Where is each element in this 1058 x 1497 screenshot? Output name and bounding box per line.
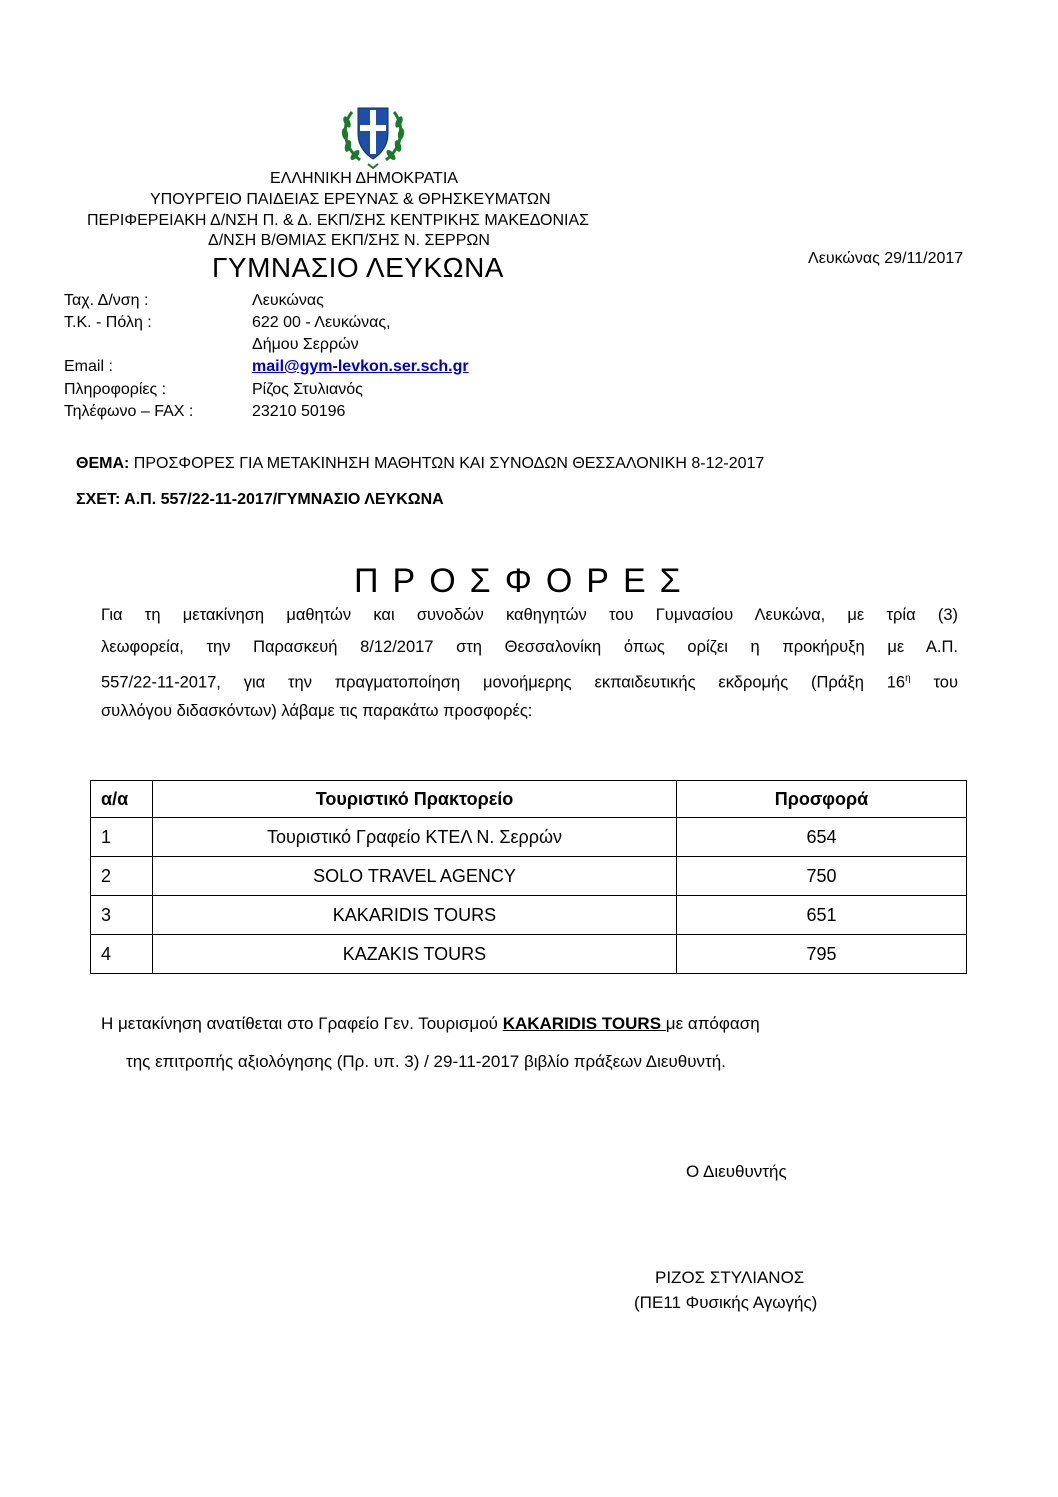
intro-line-3-text: 557/22-11-2017, για την πραγματοποίηση μονοήμερης εκπαιδευτικής εκδρομής (Πράξη 16 bbox=[101, 673, 906, 692]
phone-value: 23210 50196 bbox=[252, 403, 346, 420]
info-label: Πληροφορίες : bbox=[64, 381, 167, 398]
row-number: 1 bbox=[91, 818, 153, 857]
row-number: 3 bbox=[91, 896, 153, 935]
subject-label: ΘΕΜΑ: bbox=[76, 455, 130, 472]
email-label: Email : bbox=[64, 358, 113, 375]
address-row bbox=[0, 292, 600, 312]
subject-line bbox=[76, 455, 764, 473]
table-header-row bbox=[91, 781, 967, 818]
reference-line bbox=[76, 491, 444, 509]
row-offer: 651 bbox=[677, 896, 967, 935]
row-number: 4 bbox=[91, 935, 153, 974]
postal-value-municipality: Δήμου Σερρών bbox=[252, 336, 359, 353]
table-row bbox=[91, 857, 967, 896]
intro-superscript: η bbox=[905, 673, 911, 684]
header-directorate: Δ/ΝΣΗ Β/ΘΜΙΑΣ ΕΚΠ/ΣΗΣ Ν. ΣΕΡΡΩΝ bbox=[208, 232, 490, 249]
decision-line-2: της επιτροπής αξιολόγησης (Πρ. υπ. 3) / 29-11-2017 βιβλίο πράξεων Διευθυντή. bbox=[126, 1052, 726, 1071]
table-row bbox=[91, 818, 967, 857]
postal-label: Τ.Κ. - Πόλη : bbox=[64, 314, 152, 331]
decision-post: με απόφαση bbox=[665, 1014, 760, 1033]
row-agency: KAZAKIS TOURS bbox=[153, 935, 677, 974]
row-agency: Τουριστικό Γραφείο ΚΤΕΛ Ν. Σερρών bbox=[153, 818, 677, 857]
phone-row bbox=[0, 403, 600, 423]
decision-pre: Η μετακίνηση ανατίθεται στο Γραφείο Γεν. Τουρισμού bbox=[101, 1014, 503, 1033]
signature-role: Ο Διευθυντής bbox=[686, 1162, 787, 1181]
reference-text: ΣΧΕΤ: Α.Π. 557/22-11-2017/ΓΥΜΝΑΣΙΟ ΛΕΥΚΩΝΑ bbox=[76, 491, 444, 508]
school-name: ΓΥΜΝΑΣΙΟ ΛΕΥΚΩΝΑ bbox=[212, 252, 504, 283]
offers-table bbox=[90, 780, 967, 974]
row-agency: SOLO TRAVEL AGENCY bbox=[153, 857, 677, 896]
column-header-offer: Προσφορά bbox=[677, 781, 967, 818]
row-offer: 795 bbox=[677, 935, 967, 974]
row-offer: 654 bbox=[677, 818, 967, 857]
table-row bbox=[91, 896, 967, 935]
intro-paragraph bbox=[101, 599, 958, 727]
decision-line-1 bbox=[101, 1014, 760, 1034]
selected-agency: KAKARIDIS TOURS bbox=[502, 1014, 666, 1033]
municipality-row bbox=[0, 336, 600, 356]
document-date: Λευκώνας 29/11/2017 bbox=[808, 250, 964, 267]
email-link[interactable]: mail@gym-levkon.ser.sch.gr bbox=[252, 358, 469, 375]
signature-name: ΡΙΖΟΣ ΣΤΥΛΙΑΝΟΣ bbox=[655, 1268, 805, 1287]
intro-line-2: λεωφορεία, την Παρασκευή 8/12/2017 στη Θεσσαλονίκη όπως ορίζει η προκήρυξη με Α.Π. bbox=[101, 638, 958, 656]
header-country: ΕΛΛΗΝΙΚΗ ΔΗΜΟΚΡΑΤΙΑ bbox=[270, 170, 458, 187]
row-offer: 750 bbox=[677, 857, 967, 896]
address-value: Λευκώνας bbox=[252, 292, 324, 309]
postal-value: 622 00 - Λευκώνας, bbox=[252, 314, 391, 331]
table-row bbox=[91, 935, 967, 974]
info-value: Ρίζος Στυλιανός bbox=[252, 381, 363, 398]
header-regional-directorate: ΠΕΡΙΦΕΡΕΙΑΚΗ Δ/ΝΣΗ Π. & Δ. ΕΚΠ/ΣΗΣ ΚΕΝΤΡΙΚΗΣ ΜΑΚΕΔΟΝΙΑΣ bbox=[87, 212, 590, 229]
phone-label: Τηλέφωνο – FAX : bbox=[64, 403, 194, 420]
intro-line-3-end: του bbox=[910, 673, 958, 692]
signature-specialty: (ΠΕ11 Φυσικής Αγωγής) bbox=[634, 1293, 818, 1312]
row-number: 2 bbox=[91, 857, 153, 896]
address-label: Ταχ. Δ/νση : bbox=[64, 292, 149, 309]
info-row bbox=[0, 381, 600, 401]
intro-line-3 bbox=[101, 663, 958, 695]
subject-text: ΠΡΟΣΦΟΡΕΣ ΓΙΑ ΜΕΤΑΚΙΝΗΣΗ ΜΑΘΗΤΩΝ ΚΑΙ ΣΥΝΟΔΩΝ ΘΕΣΣΑΛΟΝΙΚΗ 8-12-2017 bbox=[129, 455, 765, 472]
column-header-agency: Τουριστικό Πρακτορείο bbox=[153, 781, 677, 818]
header-ministry: ΥΠΟΥΡΓΕΙΟ ΠΑΙΔΕΙΑΣ ΕΡΕΥΝΑΣ & ΘΡΗΣΚΕΥΜΑΤΩΝ bbox=[150, 191, 551, 208]
intro-line-4: συλλόγου διδασκόντων) λάβαμε τις παρακάτω προσφορές: bbox=[101, 702, 533, 720]
postal-row bbox=[0, 314, 600, 334]
document-title: ΠΡΟΣΦΟΡΕΣ bbox=[354, 562, 695, 600]
greek-coat-of-arms-icon bbox=[338, 98, 408, 170]
intro-line-1: Για τη μετακίνηση μαθητών και συνοδών καθηγητών του Γυμνασίου Λευκώνα, με τρία (3) bbox=[101, 606, 958, 624]
row-agency: KAKARIDIS TOURS bbox=[153, 896, 677, 935]
column-header-number: α/α bbox=[91, 781, 153, 818]
email-row bbox=[0, 358, 600, 378]
